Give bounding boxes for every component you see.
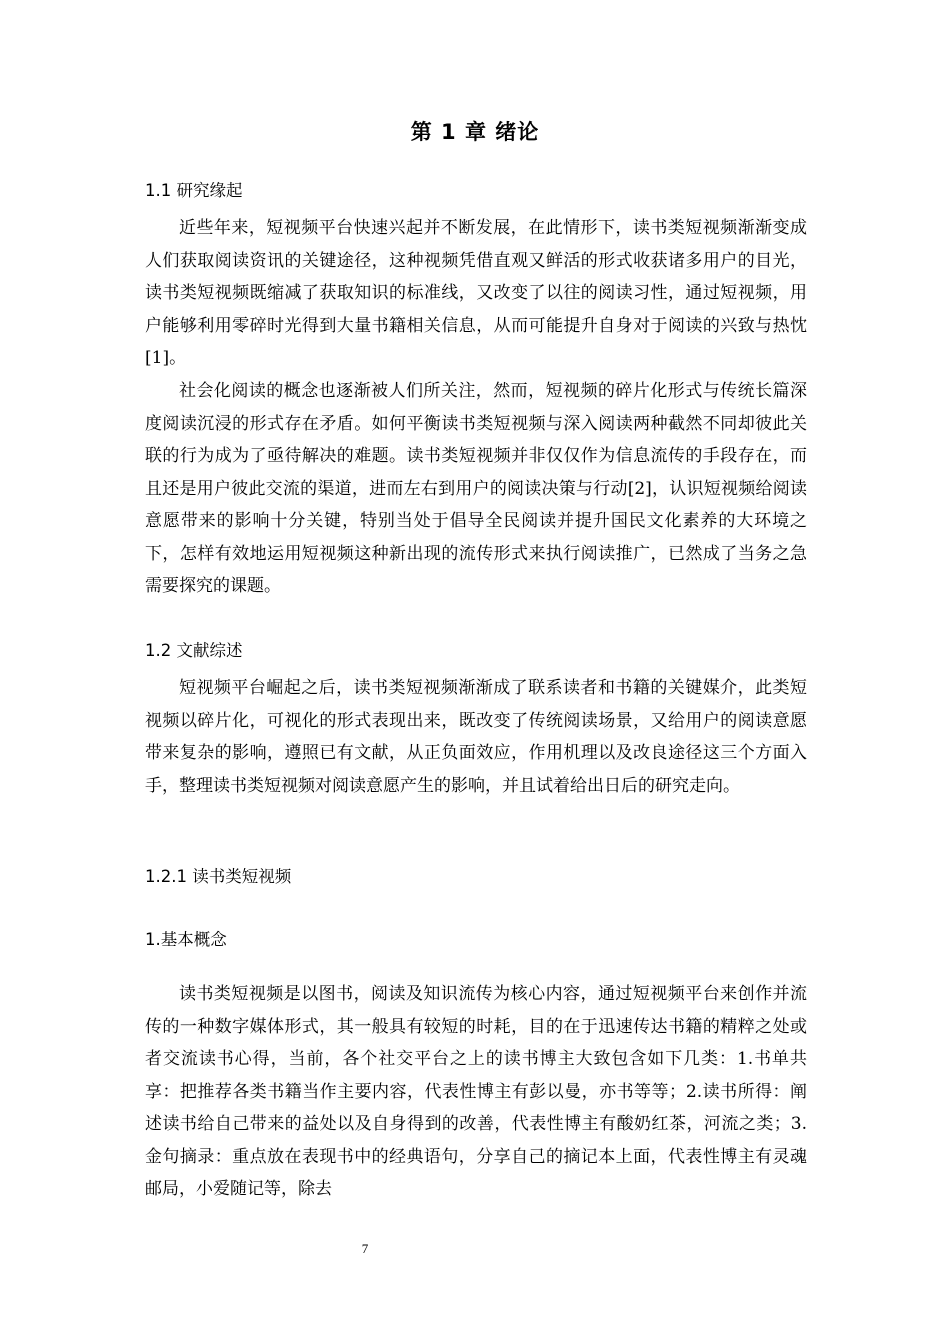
section-heading-1-1: 1.1 研究缘起 bbox=[145, 181, 243, 200]
paragraph: 近些年来，短视频平台快速兴起并不断发展，在此情形下，读书类短视频渐渐变成人们获取阅读资讯的关键途径，这种视频凭借直观又鲜活的形式收获诸多用户的目光，读书类短视频既缩减了获取知识的标准线，又改变了以往的阅读习性，通过短视频，用户能够利用零碎时光得到大量书籍相关信息，从而可能提升自身对于阅读的兴致与热忱[1]。 bbox=[145, 218, 807, 368]
paragraph: 读书类短视频是以图书，阅读及知识流传为核心内容，通过短视频平台来创作并流传的一种数字媒体形式，其一般具有较短的时耗，目的在于迅速传达书籍的精粹之处或者交流读书心得，当前，各个社交平台之上的读书博主大致包含如下几类：1.书单共享：把推荐各类书籍当作主要内容，代表性博主有彭以曼，亦书等等；2.读书所得：阐述读书给自己带来的益处以及自身得到的改善，代表性博主有酸奶红茶，河流之类；3.金句摘录：重点放在表现书中的经典语句，分享自己的摘记本上面，代表性博主有灵魂邮局，小爱随记等，除去 bbox=[145, 984, 807, 1199]
chapter-title: 第 1 章 绪论 bbox=[410, 120, 540, 144]
paragraph: 社会化阅读的概念也逐渐被人们所关注，然而，短视频的碎片化形式与传统长篇深度阅读沉浸的形式存在矛盾。如何平衡读书类短视频与深入阅读两种截然不同却彼此关联的行为成为了亟待解决的难题。读书类短视频并非仅仅作为信息流传的手段存在，而且还是用户彼此交流的渠道，进而左右到用户的阅读决策与行动[2]，认识短视频给阅读意愿带来的影响十分关键，特别当处于倡导全民阅读并提升国民文化素养的大环境之下，怎样有效地运用短视频这种新出现的流传形式来执行阅读推广，已然成了当务之急需要探究的课题。 bbox=[145, 381, 807, 596]
paragraph: 短视频平台崛起之后，读书类短视频渐渐成了联系读者和书籍的关键媒介，此类短视频以碎片化，可视化的形式表现出来，既改变了传统阅读场景，又给用户的阅读意愿带来复杂的影响，遵照已有文献，从正负面效应，作用机理以及改良途径这三个方面入手，整理读书类短视频对阅读意愿产生的影响，并且试着给出日后的研究走向。 bbox=[145, 678, 807, 796]
section-heading-1-2: 1.2 文献综述 bbox=[145, 641, 243, 660]
subsubsection-heading-basic-concept: 1.基本概念 bbox=[145, 930, 227, 949]
page-number: 7 bbox=[361, 1241, 369, 1256]
subsection-heading-1-2-1: 1.2.1 读书类短视频 bbox=[145, 867, 292, 886]
